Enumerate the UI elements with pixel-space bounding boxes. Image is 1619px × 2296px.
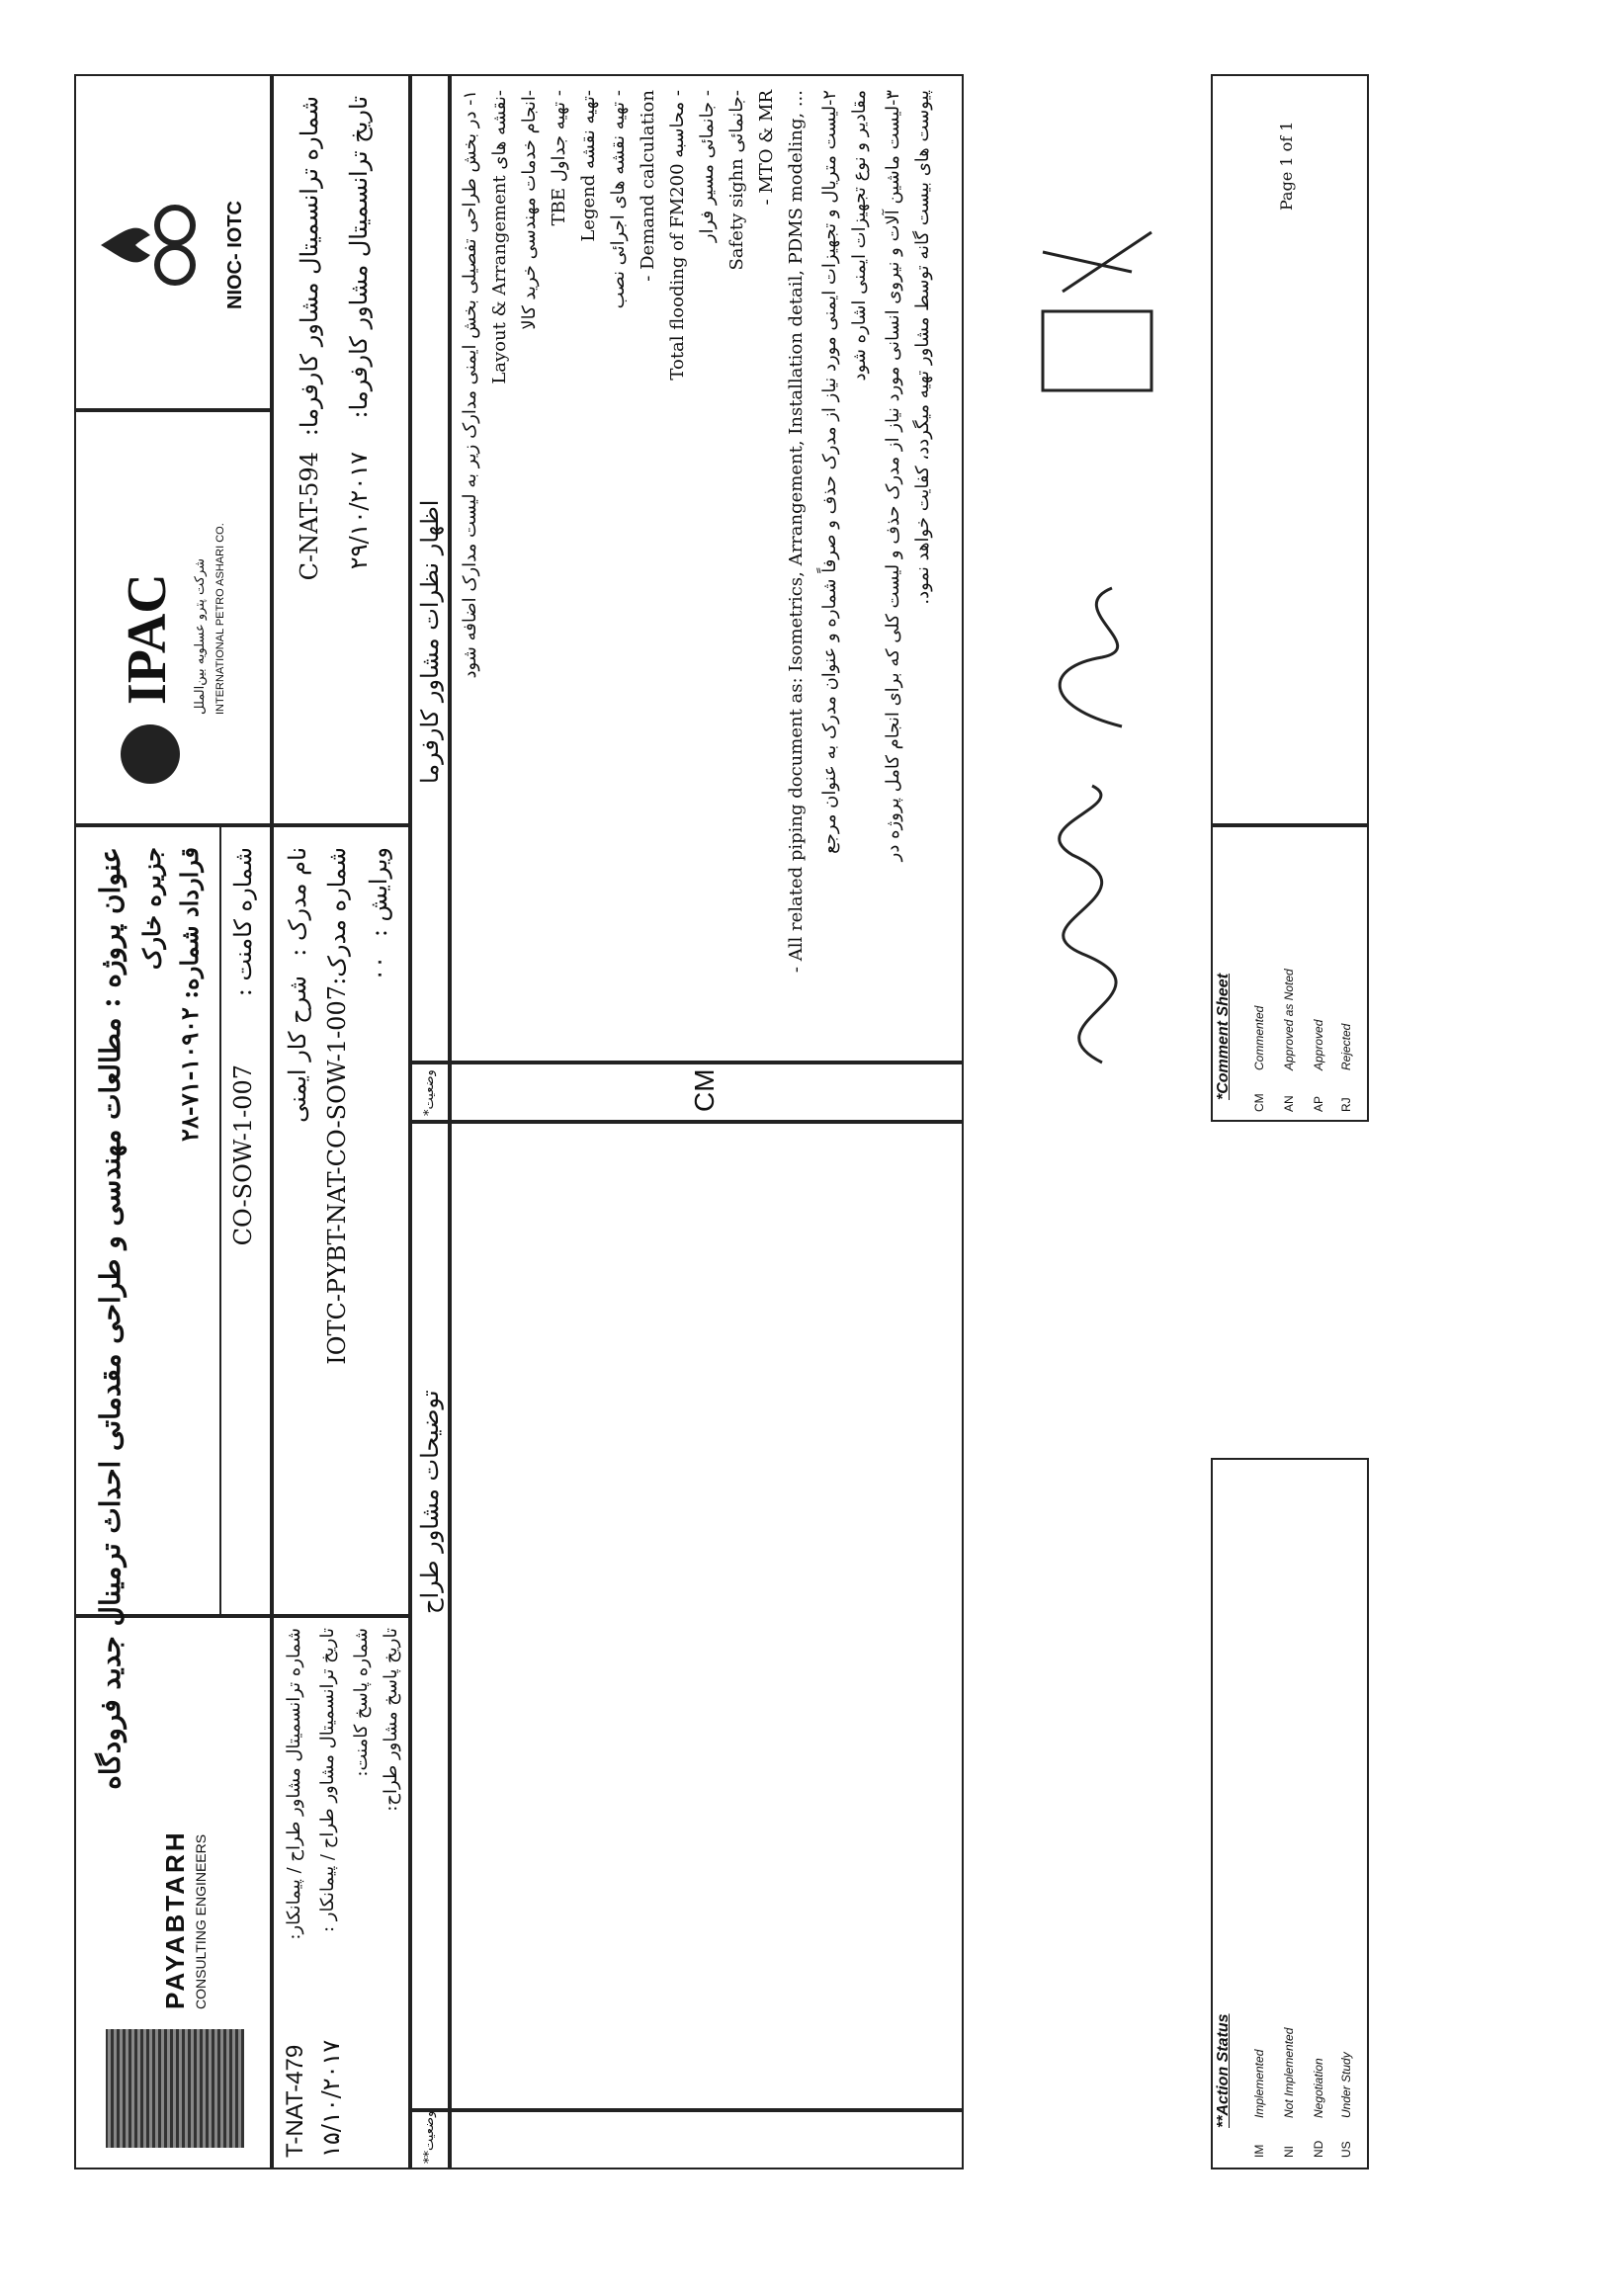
comment-line-8: - محاسبه Total flooding of FM200: [667, 90, 688, 381]
client-transmittal-info: [272, 74, 410, 825]
ipac-subtitle-fa: شرکت پترو عسلویه بین‌الملل: [193, 557, 208, 715]
action-code-nd: ND: [1312, 2140, 1325, 2158]
payabtarh-logo: [106, 2029, 244, 2148]
status-left-label: وضعیت**: [422, 2110, 437, 2164]
comment-status: CM: [689, 1068, 720, 1112]
reply-date-label: تاریخ پاسخ مشاور طراح:: [381, 1628, 401, 1812]
action-status-legend: [1211, 1458, 1369, 2169]
status-right-label: وضعیت*: [422, 1069, 437, 1116]
client-transmittal-no-label: شماره ترانسمیتال مشاور کارفرما:: [296, 96, 323, 437]
cs-label-ap: Approved: [1312, 1019, 1325, 1070]
status-right-header: [410, 1063, 450, 1122]
comment-sheet-legend: [1211, 825, 1369, 1122]
client-comments-header: [410, 74, 450, 1063]
designer-comments-cell: [450, 1122, 964, 2110]
designer-comments-label: توضیحات مشاور طراح: [416, 1390, 444, 1614]
client-comments-label: اظهار نظرات مشاور کارفرما: [416, 499, 444, 784]
client-comments-cell: [450, 74, 964, 1063]
island-name: جزیره خارک: [137, 847, 166, 971]
cs-label-an: Approved as Noted: [1282, 969, 1296, 1070]
cs-code-ap: AP: [1312, 1095, 1325, 1112]
doc-number-label: شماره مدرک:: [323, 847, 351, 985]
payabtarh-name: PAYABTARH: [160, 1829, 190, 2009]
comment-line-9: - جانمائی مسیر فرار: [697, 90, 718, 243]
doc-number: IOTC-PYBT-NAT-CO-SOW-1-007: [323, 985, 351, 1365]
reply-number-label: شماره پاسخ کامنت:: [351, 1628, 372, 1777]
comment-line-7: - Demand calculation: [638, 90, 658, 282]
revision-label: ویرایش :: [365, 847, 392, 938]
transmittal-no: T-NAT-479: [282, 2044, 308, 2158]
action-code-us: US: [1339, 2141, 1353, 2158]
status-left-header: [410, 2110, 450, 2169]
designer-transmittal-date-label: تاریخ ترانسمیتال مشاور طراح / پیمانکار :: [317, 1628, 338, 1933]
comment-line-10: -جانمائی Safety sighn: [726, 90, 747, 271]
page-number-box: [1211, 74, 1369, 825]
comment-line-6: - تهیه نقشه های اجرائی نصب: [608, 90, 629, 309]
signature-scribble: [983, 193, 1201, 1082]
nioc-logo-icon: [96, 191, 205, 299]
header-project: [74, 825, 272, 1790]
designer-comments-header: [410, 1122, 450, 2110]
designer-transmittal-no-label: شماره ترانسمیتال مشاور طراح / پیمانکار:: [284, 1628, 304, 1940]
comment-line-2: -نقشه های Layout & Arrangement: [489, 90, 510, 384]
designer-info: [272, 1616, 410, 2169]
doc-name-label: نام مدرک :: [284, 847, 311, 957]
comment-line-5: -تهیه نقشه Legend: [578, 90, 599, 242]
comment-line-4: - تهیه جداول TBE: [549, 90, 569, 226]
comment-line-3: -انجام خدمات مهندسی خرید کالا: [519, 90, 540, 330]
action-label-ni: Not Implemented: [1282, 2027, 1296, 2118]
client-transmittal-no: C-NAT-594: [296, 452, 323, 581]
cs-label-rj: Rejected: [1339, 1023, 1353, 1070]
ipac-name: IPAC: [117, 573, 178, 705]
comment-number-label: شماره کامنت :: [229, 847, 257, 997]
ipac-logo-icon: [121, 724, 180, 784]
page-number: Page 1 of 1: [1277, 121, 1296, 211]
comment-line-13: ۲-لیست متریال و تجهیزات ایمنی مورد نیاز از مدرک حذف و صرفاً شماره و عنوان مدرک به عنوان مرجع: [819, 90, 840, 854]
comment-number: CO-SOW-1-007: [229, 1064, 257, 1246]
status-left-cell: [450, 2110, 964, 2169]
header-logo-ipac: [74, 410, 272, 825]
cs-code-an: AN: [1282, 1095, 1296, 1112]
cs-label-cm: Commented: [1252, 1005, 1266, 1070]
cs-code-cm: CM: [1252, 1093, 1266, 1112]
doc-name: شرح کار ایمنی: [284, 976, 311, 1123]
comment-line-14: مقادیر و نوع تجهیزات ایمنی اشاره شود: [849, 90, 870, 382]
transmittal-date: ۱۵/۱۰/۲۰۱۷: [317, 2039, 345, 2158]
ipac-subtitle-en: INTERNATIONAL PETRO ASHARI CO.: [214, 523, 226, 715]
comment-sheet-title: *Comment Sheet: [1215, 973, 1232, 1100]
comment-line-12: - All related piping document as: Isometrics, Arrangement, Installation detail, PDMS modeling, ...: [786, 90, 807, 974]
project-title: عنوان پروژه : مطالعات مهندسی و طراحی مقدماتی احداث ترمینال جدید فرودگاه: [94, 847, 127, 1790]
comment-line-1: ۱- در بخش طراحی تفصیلی بخش ایمنی مدارک زیر به لیست مدارک اضافه شود: [460, 90, 480, 679]
action-label-nd: Negotiation: [1312, 2058, 1325, 2118]
cs-code-rj: RJ: [1339, 1097, 1353, 1112]
action-label-im: Implemented: [1252, 2049, 1266, 2118]
comment-sheet-page: [74, 74, 1369, 2169]
header-logo-nioc: [74, 74, 272, 410]
client-transmittal-date: ۲۹/۱۰/۲۰۱۷: [345, 452, 373, 570]
client-transmittal-date-label: تاریخ ترانسمیتال مشاور کارفرما:: [345, 96, 373, 419]
payabtarh-subtitle: CONSULTING ENGINEERS: [193, 1833, 209, 2009]
comment-line-15: ۳-لیست ماشین آلات و نیروی انسانی مورد نیاز از مدرک حذف و لیست کلی که برای انجام کامل پروژه در: [883, 90, 903, 862]
action-code-ni: NI: [1282, 2146, 1296, 2158]
comment-line-11: - MTO & MR: [756, 90, 777, 206]
comment-line-16: پیوست های بیست گانه توسط مشاور تهیه میگردد، کفایت خواهد نمود.: [912, 90, 933, 605]
document-info: [272, 825, 410, 1616]
action-label-us: Under Study: [1339, 2052, 1353, 2118]
action-code-im: IM: [1252, 2144, 1266, 2158]
nioc-label: NIOC- IOTC: [224, 201, 246, 309]
action-status-title: **Action Status: [1215, 2013, 1232, 2128]
status-right-cell: [450, 1063, 964, 1122]
contract-number: قرارداد شماره: ۱۰۹۰۲-۷۱-۲۸: [175, 847, 204, 1142]
revision: ۰۰: [365, 956, 392, 981]
